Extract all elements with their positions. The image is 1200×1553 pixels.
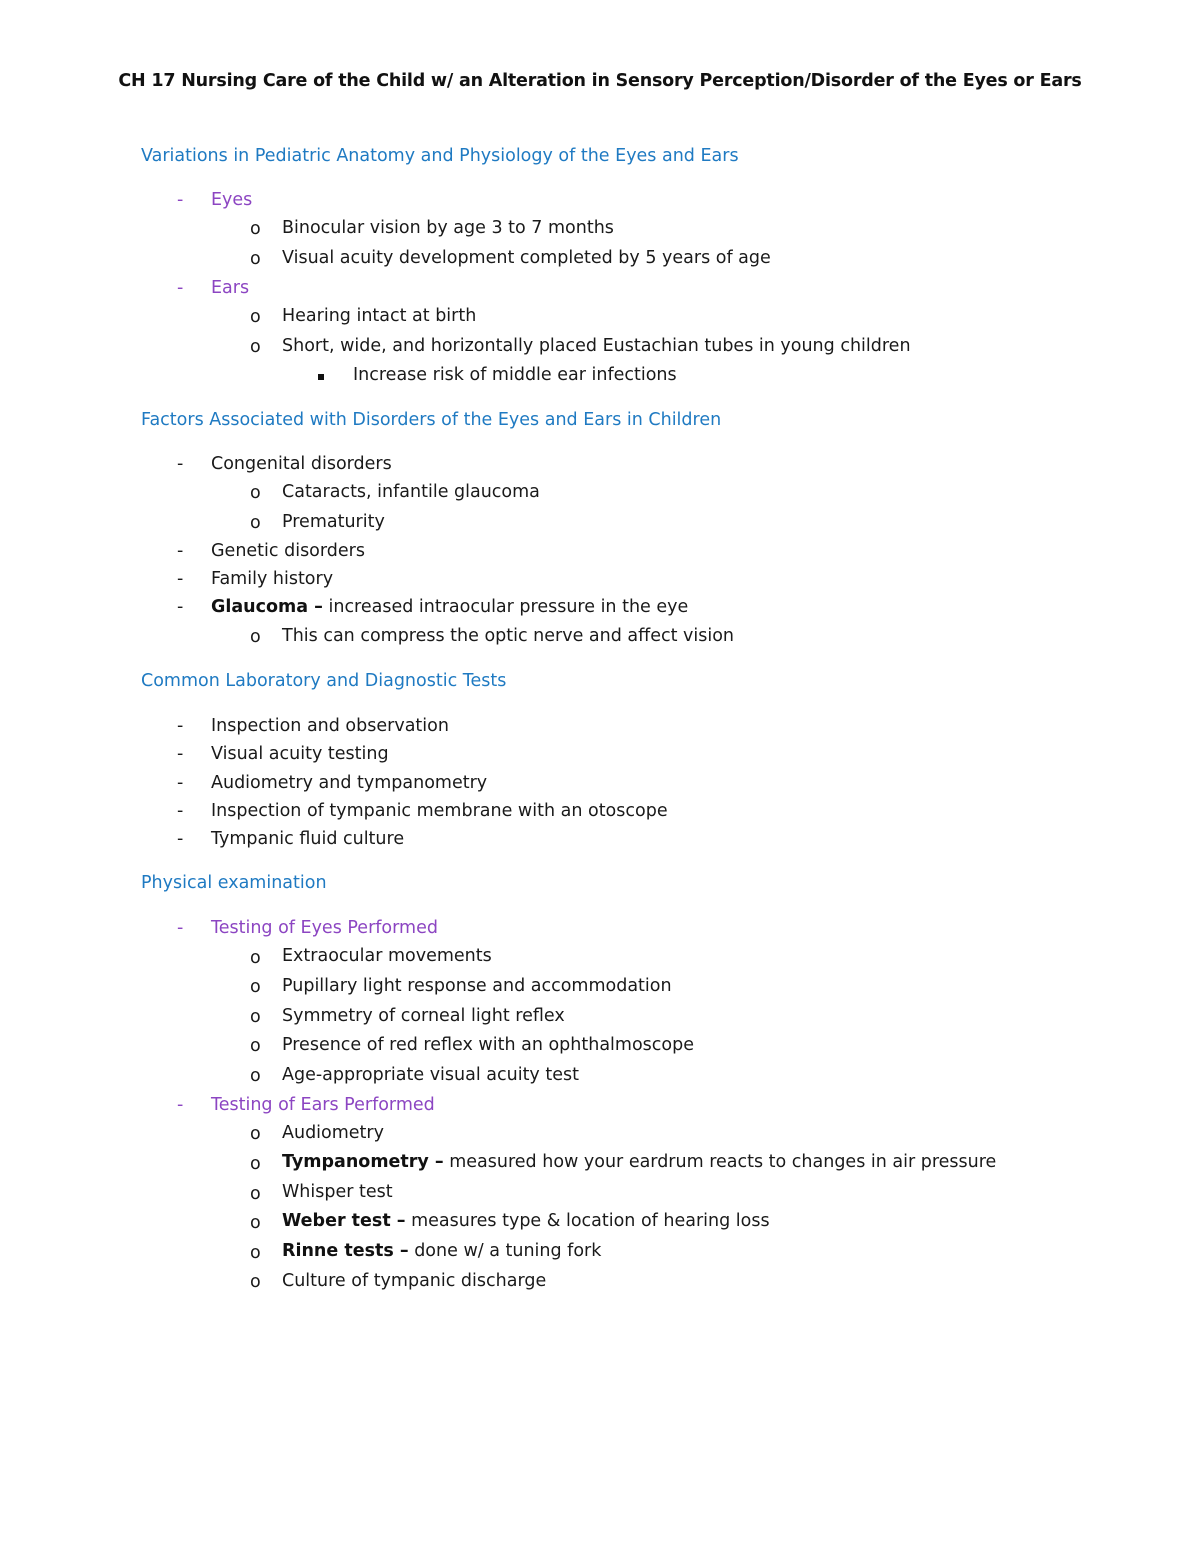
list-item: Inspection and observation [211,716,449,736]
list-item-eye-testing: Testing of Eyes Performed [211,918,438,938]
bullet-circle: o [250,627,261,647]
bullet-circle: o [250,1272,261,1292]
bullet-circle: o [250,307,261,327]
list-subitem: Pupillary light response and accommodation [282,976,672,996]
list-item: Visual acuity testing [211,744,389,764]
bullet-circle: o [250,513,261,533]
list-subitem: Extraocular movements [282,946,492,966]
list-item: Genetic disorders [211,541,365,561]
term-rinne-tests: Rinne tests – [282,1241,409,1261]
bullet-dash: - [177,918,184,938]
list-subitem: Whisper test [282,1182,393,1202]
bullet-dash: - [177,1095,184,1115]
list-item: Inspection of tympanic membrane with an otoscope [211,801,668,821]
section-heading-factors: Factors Associated with Disorders of the Eyes and Ears in Children [141,410,722,430]
bullet-circle: o [250,249,261,269]
list-item: Audiometry and tympanometry [211,773,488,793]
list-item-ear-testing: Testing of Ears Performed [211,1095,435,1115]
section-heading-tests: Common Laboratory and Diagnostic Tests [141,671,507,691]
list-subitem-weber [282,1209,770,1233]
bullet-circle: o [250,1184,261,1204]
list-subitem-tympanometry [282,1150,996,1174]
list-subitem: Short, wide, and horizontally placed Eustachian tubes in young children [282,336,911,356]
list-item-ears: Ears [211,278,250,298]
list-subitem: Culture of tympanic discharge [282,1271,547,1291]
list-item: Tympanic fluid culture [211,829,405,849]
list-subitem: Prematurity [282,512,385,532]
bullet-circle: o [250,1036,261,1056]
definition: measured how your eardrum reacts to changes in air pressure [443,1152,997,1172]
definition: done w/ a tuning fork [408,1241,602,1261]
definition: measures type & location of hearing loss [405,1211,770,1231]
list-subitem: Audiometry [282,1123,384,1143]
bullet-dash: - [177,744,184,764]
list-subitem: Presence of red reflex with an ophthalmoscope [282,1035,694,1055]
bullet-circle: o [250,948,261,968]
section-heading-anatomy: Variations in Pediatric Anatomy and Physiology of the Eyes and Ears [141,146,739,166]
term-glaucoma: Glaucoma – [211,597,323,617]
bullet-dash: - [177,541,184,561]
list-subitem: Binocular vision by age 3 to 7 months [282,218,614,238]
bullet-dash: - [177,278,184,298]
list-item: Congenital disorders [211,454,392,474]
list-subitem: Visual acuity development completed by 5 years of age [282,248,771,268]
list-subitem: Symmetry of corneal light reflex [282,1006,565,1026]
list-item-eyes: Eyes [211,190,253,210]
section-heading-physical-exam: Physical examination [141,873,327,893]
bullet-circle: o [250,219,261,239]
bullet-circle: o [250,1124,261,1144]
bullet-circle: o [250,337,261,357]
list-item: Family history [211,569,334,589]
bullet-square [318,363,324,387]
bullet-dash: - [177,773,184,793]
term-weber-test: Weber test – [282,1211,406,1231]
bullet-dash: - [177,569,184,589]
bullet-circle: o [250,1154,261,1174]
term-tympanometry: Tympanometry – [282,1152,444,1172]
bullet-circle: o [250,1066,261,1086]
list-subitem: This can compress the optic nerve and affect vision [282,626,735,646]
bullet-dash: - [177,597,184,617]
list-subsubitem: Increase risk of middle ear infections [353,365,677,385]
bullet-dash: - [177,454,184,474]
list-item-glaucoma [211,595,688,619]
definition: increased intraocular pressure in the eye [322,597,689,617]
list-subitem: Age-appropriate visual acuity test [282,1065,579,1085]
bullet-dash: - [177,801,184,821]
list-subitem: Cataracts, infantile glaucoma [282,482,540,502]
bullet-dash: - [177,716,184,736]
list-subitem: Hearing intact at birth [282,306,477,326]
document-title: CH 17 Nursing Care of the Child w/ an Alteration in Sensory Perception/Disorder of the Eyes or Ears [118,71,1082,91]
list-subitem-rinne [282,1239,601,1263]
bullet-circle: o [250,483,261,503]
bullet-circle: o [250,977,261,997]
bullet-circle: o [250,1007,261,1027]
bullet-circle: o [250,1243,261,1263]
bullet-dash: - [177,190,184,210]
bullet-circle: o [250,1213,261,1233]
bullet-dash: - [177,829,184,849]
